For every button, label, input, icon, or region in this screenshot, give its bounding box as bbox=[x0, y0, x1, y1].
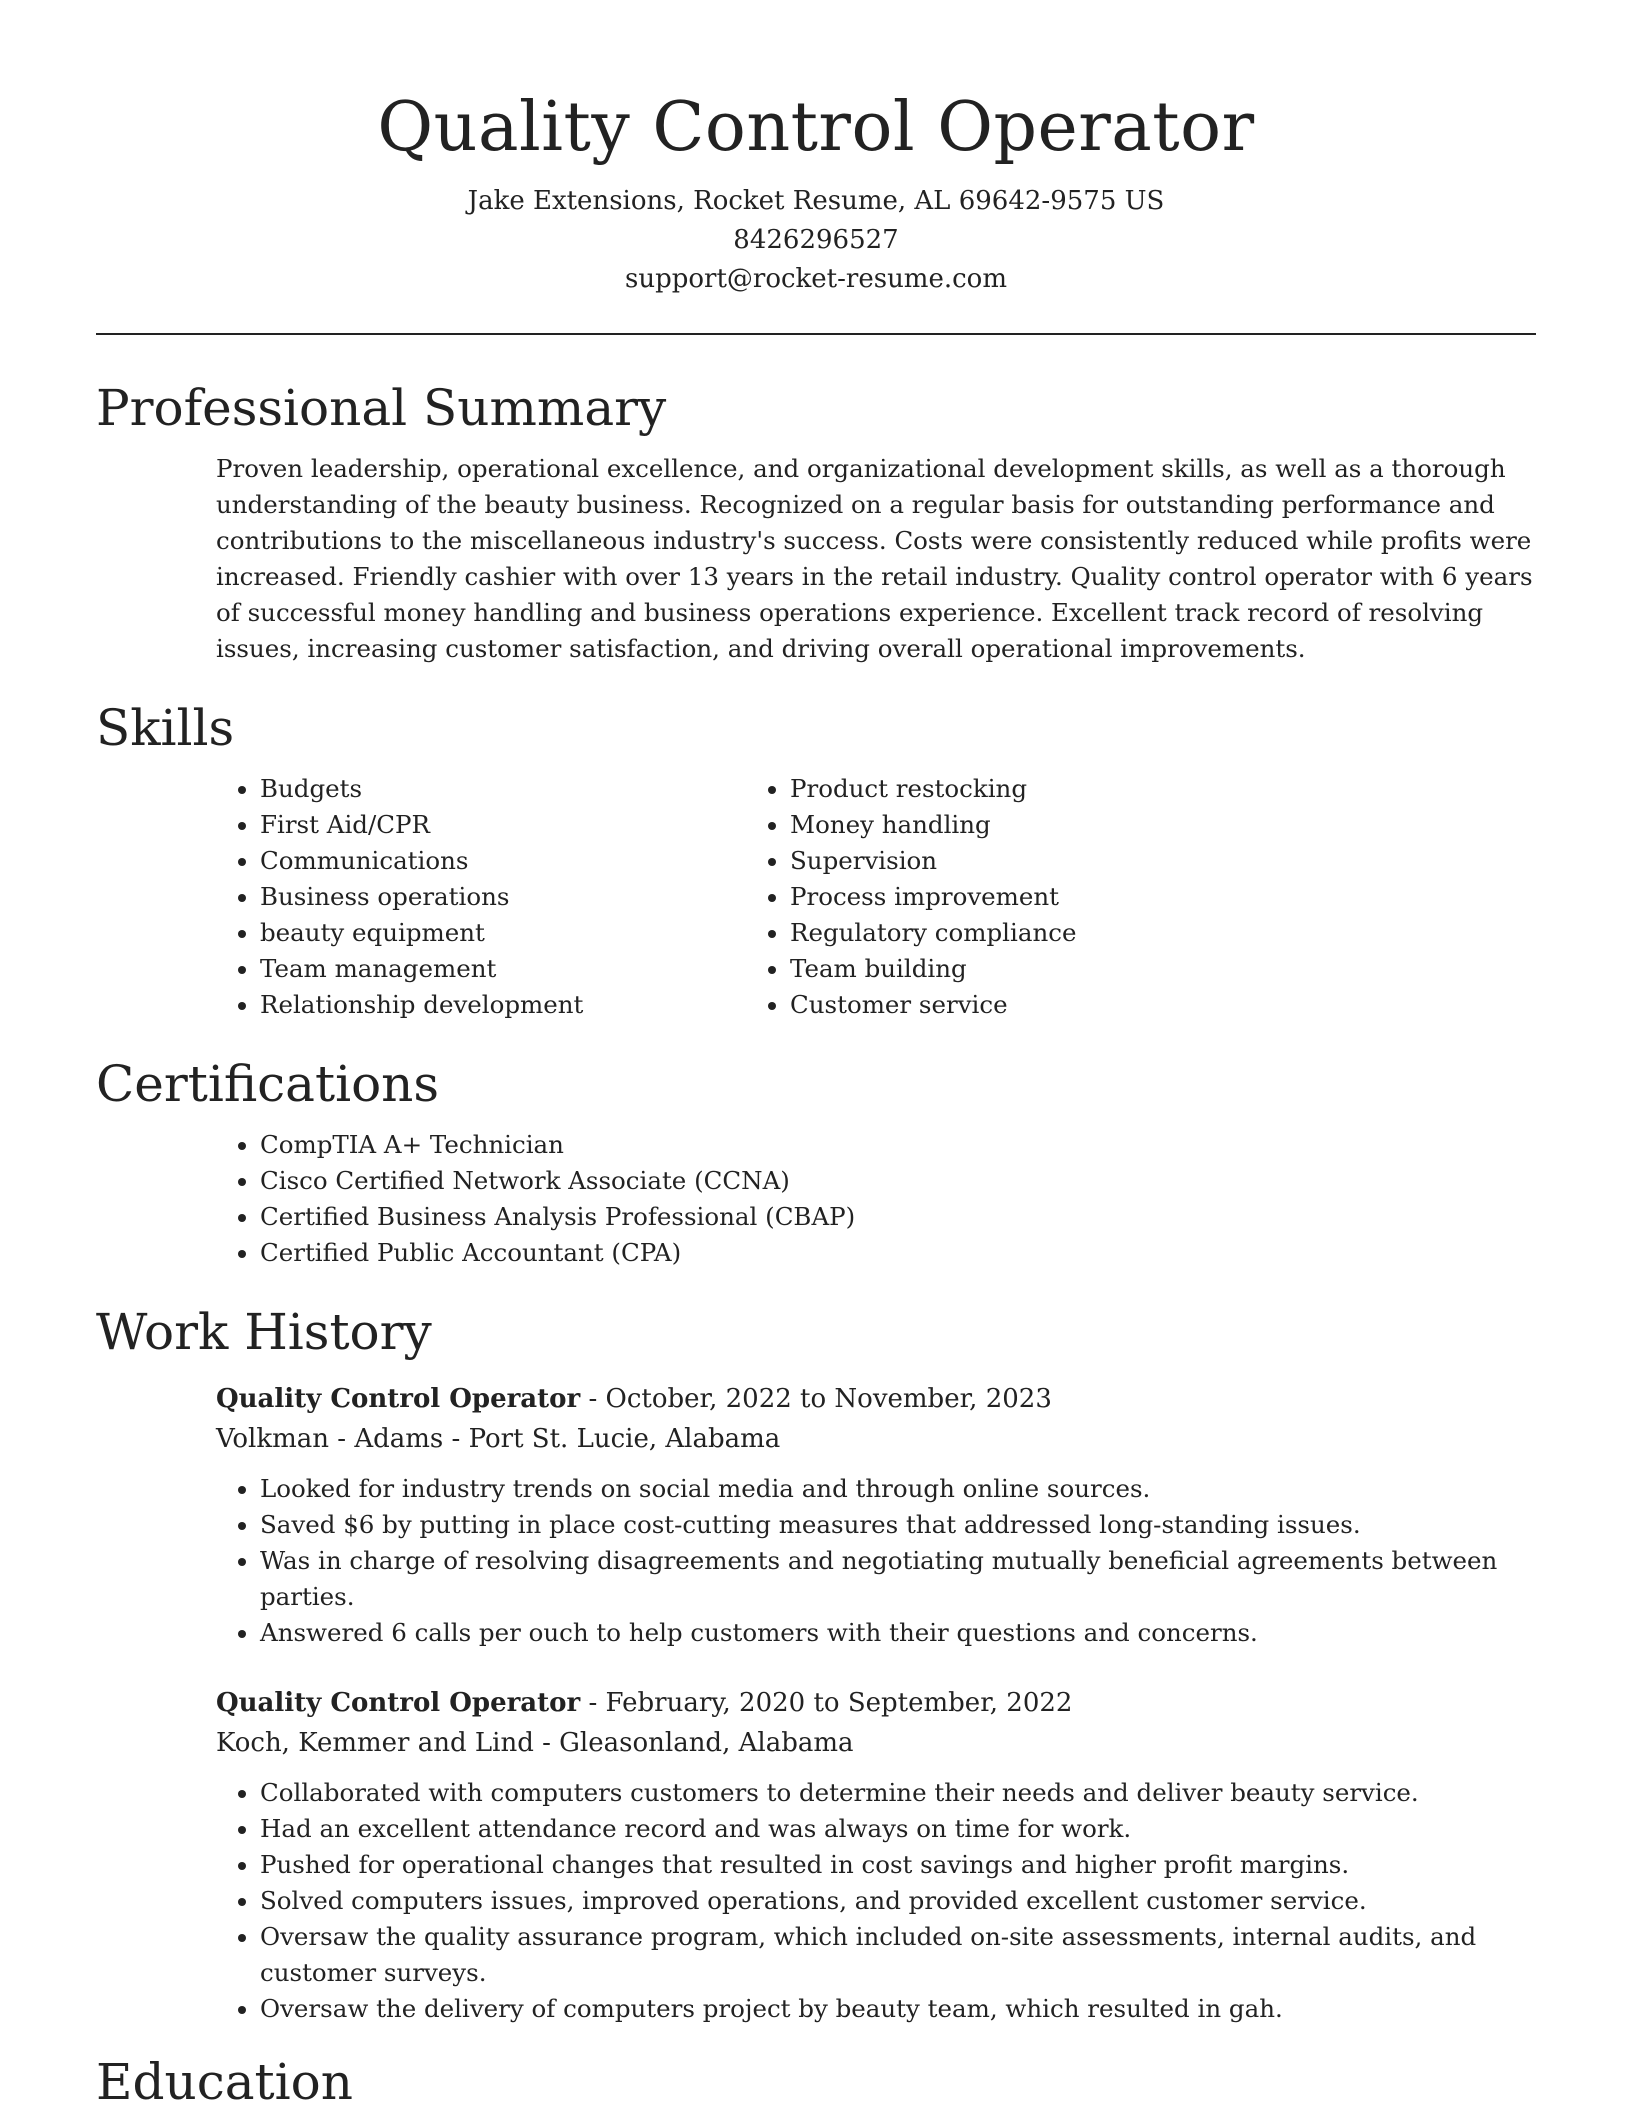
summary-section bbox=[96, 375, 1536, 667]
contact-address: Jake Extensions, Rocket Resume, AL 69642-9575 US bbox=[467, 186, 1165, 216]
work-history-section bbox=[96, 1299, 1536, 2027]
certifications-title: Certifications bbox=[96, 1055, 440, 1113]
education-title: Education bbox=[96, 2053, 353, 2111]
job-dates: - October, 2022 to November, 2023 bbox=[580, 1384, 1052, 1414]
list-item: • Was in charge of resolving disagreements and negotiating mutually beneficial agreements between parties. bbox=[260, 1543, 1536, 1615]
resume-page bbox=[96, 0, 1536, 2115]
list-item: • Process improvement bbox=[790, 879, 1076, 915]
resume-header bbox=[96, 0, 1536, 299]
list-item: • Oversaw the quality assurance program, which included on-site assessments, internal audits, and customer surveys. bbox=[260, 1919, 1536, 1991]
job-bullets bbox=[96, 1775, 1536, 2027]
list-item: • Money handling bbox=[790, 807, 1076, 843]
list-item: • Budgets bbox=[260, 771, 746, 807]
list-item: • Saved $6 by putting in place cost-cutting measures that addressed long-standing issues. bbox=[260, 1507, 1536, 1543]
contact-email: support@rocket-resume.com bbox=[624, 264, 1007, 294]
header-divider bbox=[96, 333, 1536, 335]
list-item: • Solved computers issues, improved operations, and provided excellent customer service. bbox=[260, 1883, 1536, 1919]
list-item: • Communications bbox=[260, 843, 746, 879]
skills-title: Skills bbox=[96, 699, 235, 757]
list-item: • First Aid/CPR bbox=[260, 807, 746, 843]
candidate-name: Quality Control Operator bbox=[377, 88, 1255, 167]
contact-phone: 8426296527 bbox=[733, 225, 899, 255]
certifications-section bbox=[96, 1051, 1536, 1271]
job-location: - Port St. Lucie, Alabama bbox=[443, 1424, 781, 1454]
list-item: • Collaborated with computers customers to determine their needs and deliver beauty service. bbox=[260, 1775, 1536, 1811]
list-item: • Looked for industry trends on social media and through online sources. bbox=[260, 1471, 1536, 1507]
list-item: • Relationship development bbox=[260, 987, 746, 1023]
list-item: • Certified Public Accountant (CPA) bbox=[260, 1235, 1536, 1271]
summary-title: Professional Summary bbox=[96, 379, 667, 437]
list-item: • Cisco Certified Network Associate (CCNA) bbox=[260, 1163, 1536, 1199]
certifications-list bbox=[96, 1127, 1536, 1271]
list-item: • Business operations bbox=[260, 879, 746, 915]
list-item: • Oversaw the delivery of computers project by beauty team, which resulted in gah. bbox=[260, 1991, 1536, 2027]
education-section bbox=[96, 2049, 1536, 2115]
skills-list-left bbox=[96, 771, 746, 1023]
list-item: • Certified Business Analysis Professional (CBAP) bbox=[260, 1199, 1536, 1235]
list-item: • CompTIA A+ Technician bbox=[260, 1127, 1536, 1163]
job-dates: - February, 2020 to September, 2022 bbox=[580, 1688, 1073, 1718]
list-item: • Pushed for operational changes that resulted in cost savings and higher profit margins. bbox=[260, 1847, 1536, 1883]
list-item: • Supervision bbox=[790, 843, 1076, 879]
job-title-line bbox=[96, 1379, 1536, 1419]
list-item: • Had an excellent attendance record and was always on time for work. bbox=[260, 1811, 1536, 1847]
list-item: • beauty equipment bbox=[260, 915, 746, 951]
job-role: Quality Control Operator bbox=[216, 1384, 581, 1414]
skills-section bbox=[96, 695, 1536, 1023]
work-history-title: Work History bbox=[96, 1303, 432, 1361]
job-company-line bbox=[96, 1723, 1536, 1763]
job-company: Koch, Kemmer and Lind bbox=[216, 1728, 534, 1758]
job-bullets bbox=[96, 1471, 1536, 1651]
contact-block bbox=[96, 182, 1536, 299]
list-item: • Team management bbox=[260, 951, 746, 987]
job-entry bbox=[96, 1683, 1536, 2027]
job-location: - Gleasonland, Alabama bbox=[533, 1728, 854, 1758]
skills-columns bbox=[96, 771, 1536, 1023]
job-role: Quality Control Operator bbox=[216, 1688, 581, 1718]
job-title-line bbox=[96, 1683, 1536, 1723]
skills-list-right bbox=[746, 771, 1076, 1023]
list-item: • Product restocking bbox=[790, 771, 1076, 807]
list-item: • Team building bbox=[790, 951, 1076, 987]
job-company-line bbox=[96, 1419, 1536, 1459]
list-item: • Answered 6 calls per ouch to help customers with their questions and concerns. bbox=[260, 1615, 1536, 1651]
list-item: • Regulatory compliance bbox=[790, 915, 1076, 951]
job-company: Volkman - Adams bbox=[216, 1424, 444, 1454]
job-entry bbox=[96, 1379, 1536, 1651]
summary-text: Proven leadership, operational excellence, and organizational development skills, as well as a thorough understanding of the beauty business. Recognized on a regular basis for outstanding performance and contributions to the miscellaneous industry's success. Costs were consistently reduced while profits were increased. Friendly cashier with over 13 years in the retail industry. Quality control operator with 6 years of successful money handling and business operations experience. Excellent track record of resolving issues, increasing customer satisfaction, and driving overall operational improvements. bbox=[216, 454, 1533, 663]
list-item: • Customer service bbox=[790, 987, 1076, 1023]
